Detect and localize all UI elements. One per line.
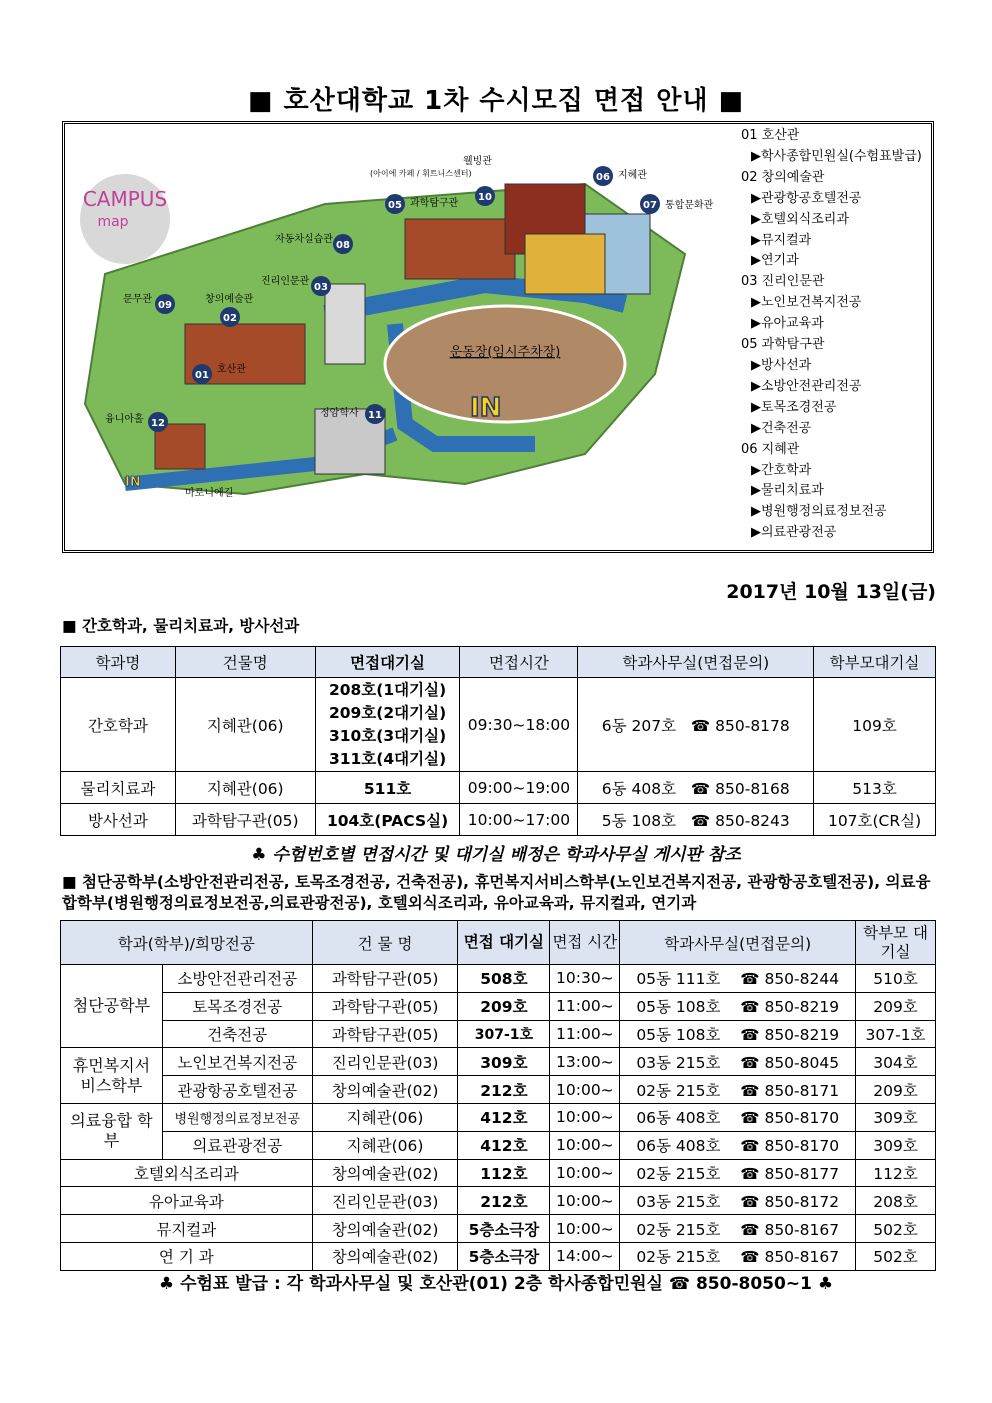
- building-num-12: 12: [151, 418, 165, 429]
- office-room: 03동 215호: [636, 1053, 721, 1072]
- parent-room-cell: 513호: [814, 772, 936, 804]
- major-cell: 유아교육과: [61, 1187, 313, 1215]
- time-cell: 10:30~: [550, 965, 620, 993]
- legend-item: 05 과학탐구관: [741, 337, 825, 353]
- office-phone: ☎ 850-8167: [740, 1220, 840, 1239]
- building-05: [405, 219, 515, 279]
- office-cell: [620, 1131, 856, 1159]
- table-row: [61, 678, 936, 772]
- building-cell: 창의예술관(02): [312, 1159, 458, 1187]
- office-cell: [620, 1103, 856, 1131]
- road-label: 마로니에길: [185, 488, 234, 499]
- group-cell: 첨단공학부: [61, 965, 163, 1048]
- room-cell: [315, 678, 460, 772]
- table-row: [61, 965, 936, 993]
- room-line: 208호(1대기실): [328, 680, 447, 699]
- time-cell: 14:00~: [550, 1242, 620, 1270]
- legend-subitem: ▶호텔외식조리과: [751, 211, 849, 227]
- time-cell: 10:00~17:00: [460, 804, 578, 836]
- major-cell: 뮤지컬과: [61, 1215, 313, 1243]
- office-phone: ☎ 850-8170: [740, 1109, 840, 1128]
- building-label-07: 통합문화관: [665, 200, 714, 211]
- dept-cell: 간호학과: [61, 678, 176, 772]
- building-label-11: 정암학사: [320, 408, 359, 419]
- parent-room-cell: 309호: [856, 1103, 936, 1131]
- building-label-05: 과학탐구관: [410, 198, 459, 209]
- building-cell: 지혜관(06): [175, 772, 315, 804]
- building-label-06: 지혜관: [618, 170, 647, 181]
- major-cell: 관광항공호텔전공: [162, 1076, 312, 1104]
- col-header: 건 물 명: [312, 921, 458, 965]
- table-row: [61, 1187, 936, 1215]
- parent-room-cell: 112호: [856, 1159, 936, 1187]
- building-cell: 지혜관(06): [312, 1103, 458, 1131]
- office-room: 6동 408호: [601, 779, 677, 798]
- entrance-label-2: IN: [125, 475, 141, 490]
- building-label-03: 진리인문관: [261, 276, 310, 287]
- table-row: [61, 1159, 936, 1187]
- dept-cell: 방사선과: [61, 804, 176, 836]
- building-cell: 과학탐구관(05): [175, 804, 315, 836]
- office-room: 06동 408호: [636, 1137, 721, 1156]
- room-cell: 307-1호: [458, 1020, 550, 1048]
- office-phone: ☎ 850-8244: [740, 970, 840, 989]
- entrance-label: IN: [470, 393, 502, 423]
- building-sub-10: (아이에 카페 / 휘트니스센터): [370, 169, 472, 178]
- col-header: 학과(학부)/희망전공: [61, 921, 313, 965]
- col-header: 학부모대기실: [814, 647, 936, 678]
- major-cell: 의료관광전공: [162, 1131, 312, 1159]
- interview-date: 2017년 10월 13일(금): [726, 581, 936, 603]
- legend-subitem: ▶연기과: [751, 253, 799, 269]
- parent-room-cell: 304호: [856, 1048, 936, 1076]
- building-cell: 과학탐구관(05): [312, 1020, 458, 1048]
- legend-subitem: ▶소방안전관리전공: [751, 378, 862, 394]
- playground-label: 운동장(임시주차장): [449, 345, 561, 360]
- office-cell: [620, 1187, 856, 1215]
- building-num-01: 01: [195, 370, 209, 381]
- legend-subitem: ▶토목조경전공: [751, 399, 837, 415]
- office-room: 06동 408호: [636, 1109, 721, 1128]
- building-num-05: 05: [388, 200, 402, 211]
- table-row: [61, 1103, 936, 1131]
- room-cell: 511호: [315, 772, 460, 804]
- building-label-10: 웰빙관: [463, 156, 492, 167]
- office-cell: [620, 1020, 856, 1048]
- major-cell: 건축전공: [162, 1020, 312, 1048]
- building-num-10: 10: [478, 192, 492, 203]
- legend-item: 03 진리인문관: [741, 274, 825, 290]
- office-room: 05동 108호: [636, 998, 721, 1017]
- playground-field: [385, 306, 625, 422]
- legend-subitem: ▶유아교육과: [751, 316, 824, 332]
- table-row: [61, 1076, 936, 1104]
- room-cell: 104호(PACS실): [315, 804, 460, 836]
- legend-subitem: ▶학사종합민원실(수험표발급): [751, 148, 922, 164]
- campus-badge-bottom: map: [97, 214, 129, 230]
- section2-heading: ■ 첨단공학부(소방안전관리전공, 토목조경전공, 건축전공), 휴먼복지서비스학부(노인보건복지전공, 관광항공호텔전공), 의료융합학부(병원행정의료정보전공,의료관광전공), 호텔외식조리과, 유아교육과, 뮤지컬과, 연기과: [62, 873, 931, 912]
- office-room: 5동 108호: [601, 811, 677, 830]
- parent-room-cell: 209호: [856, 1076, 936, 1104]
- building-num-08: 08: [336, 240, 350, 251]
- section1-table: [60, 646, 936, 836]
- office-phone: ☎ 850-8172: [740, 1192, 840, 1211]
- office-cell: [620, 1048, 856, 1076]
- campus-map: [62, 121, 934, 553]
- time-cell: 10:00~: [550, 1076, 620, 1104]
- table-row: [61, 1215, 936, 1243]
- building-cell: 진리인문관(03): [312, 1187, 458, 1215]
- section2-note: ♣ 수험표 발급 : 각 학과사무실 및 호산관(01) 2층 학사종합민원실 ☎ 850-8050~1 ♣: [158, 1274, 834, 1294]
- major-cell: 연 기 과: [61, 1242, 313, 1270]
- col-header: 면접시간: [460, 647, 578, 678]
- time-cell: 09:30~18:00: [460, 678, 578, 772]
- parent-room-cell: 502호: [856, 1215, 936, 1243]
- parent-room-cell: 309호: [856, 1131, 936, 1159]
- legend-subitem: ▶방사선과: [751, 357, 812, 373]
- table-row: [61, 772, 936, 804]
- section2-header-row: [61, 921, 936, 965]
- office-room: 05동 108호: [636, 1025, 721, 1044]
- major-cell: 토목조경전공: [162, 992, 312, 1020]
- legend-subitem: ▶병원행정의료정보전공: [751, 504, 887, 520]
- parent-room-cell: 107호(CR실): [814, 804, 936, 836]
- legend-subitem: ▶건축전공: [751, 420, 812, 436]
- parent-room-cell: 208호: [856, 1187, 936, 1215]
- legend-subitem: ▶간호학과: [751, 462, 812, 478]
- time-cell: 10:00~: [550, 1187, 620, 1215]
- campus-badge-top: CAMPUS: [82, 187, 168, 211]
- col-header: 건물명: [175, 647, 315, 678]
- building-label-02: 창의예술관: [205, 294, 254, 305]
- room-cell: 212호: [458, 1076, 550, 1104]
- major-cell: 노인보건복지전공: [162, 1048, 312, 1076]
- section1-heading: ■ 간호학과, 물리치료과, 방사선과: [62, 617, 300, 635]
- table-row: [61, 1131, 936, 1159]
- section1-note: ♣ 수험번호별 면접시간 및 대기실 배정은 학과사무실 게시판 참조: [251, 845, 741, 865]
- room-cell: 112호: [458, 1159, 550, 1187]
- office-cell: [578, 678, 814, 772]
- legend-subitem: ▶노인보건복지전공: [751, 295, 862, 311]
- legend-item: 02 창의예술관: [741, 169, 825, 185]
- room-cell: 5층소극장: [458, 1242, 550, 1270]
- office-phone: ☎ 850-8170: [740, 1137, 840, 1156]
- room-line: 310호(3대기실): [328, 726, 447, 745]
- office-cell: [620, 1215, 856, 1243]
- dept-cell: 물리치료과: [61, 772, 176, 804]
- office-room: 02동 215호: [636, 1220, 721, 1239]
- legend-subitem: ▶뮤지컬과: [751, 232, 812, 248]
- building-label-09: 문무관: [123, 294, 152, 305]
- legend-subitem: ▶관광항공호텔전공: [751, 190, 862, 206]
- room-cell: 412호: [458, 1103, 550, 1131]
- office-phone: ☎ 850-8178: [690, 716, 790, 735]
- building-num-03: 03: [314, 282, 328, 293]
- room-cell: 309호: [458, 1048, 550, 1076]
- office-room: 02동 215호: [636, 1164, 721, 1183]
- office-cell: [620, 965, 856, 993]
- office-phone: ☎ 850-8171: [740, 1081, 840, 1100]
- parent-room-cell: 502호: [856, 1242, 936, 1270]
- room-cell: 412호: [458, 1131, 550, 1159]
- building-label-08: 자동차실습관: [275, 234, 333, 245]
- office-room: 05동 111호: [636, 970, 721, 989]
- building-label-12: 융니아홀: [105, 414, 144, 425]
- office-phone: ☎ 850-8167: [740, 1248, 840, 1267]
- room-line: 311호(4대기실): [328, 749, 447, 768]
- building-cell: 과학탐구관(05): [312, 965, 458, 993]
- time-cell: 11:00~: [550, 1020, 620, 1048]
- room-line: 209호(2대기실): [328, 703, 447, 722]
- office-phone: ☎ 850-8219: [740, 998, 840, 1017]
- building-cell: 지혜관(06): [175, 678, 315, 772]
- time-cell: 10:00~: [550, 1131, 620, 1159]
- col-header: 학부모 대기실: [856, 921, 936, 965]
- room-cell: 209호: [458, 992, 550, 1020]
- parent-room-cell: 510호: [856, 965, 936, 993]
- parent-room-cell: 209호: [856, 992, 936, 1020]
- office-cell: [620, 1076, 856, 1104]
- table-row: [61, 1242, 936, 1270]
- building-num-07: 07: [643, 200, 657, 211]
- table-row: [61, 1048, 936, 1076]
- building-cell: 창의예술관(02): [312, 1242, 458, 1270]
- col-header: 학과명: [61, 647, 176, 678]
- col-header: 면접 시간: [550, 921, 620, 965]
- col-header: 학과사무실(면접문의): [578, 647, 814, 678]
- table-row: [61, 1020, 936, 1048]
- office-room: 02동 215호: [636, 1081, 721, 1100]
- page-title: ■ 호산대학교 1차 수시모집 면접 안내 ■: [247, 86, 745, 116]
- parent-room-cell: 109호: [814, 678, 936, 772]
- time-cell: 13:00~: [550, 1048, 620, 1076]
- building-cell: 지혜관(06): [312, 1131, 458, 1159]
- time-cell: 11:00~: [550, 992, 620, 1020]
- building-label-01: 호산관: [217, 364, 246, 375]
- major-cell: 병원행정의료정보전공: [162, 1103, 312, 1131]
- office-phone: ☎ 850-8243: [690, 811, 790, 830]
- col-header: 면접 대기실: [458, 921, 550, 965]
- room-cell: 508호: [458, 965, 550, 993]
- building-legend: [741, 126, 934, 544]
- section2-table: [60, 920, 936, 1271]
- legend-subitem: ▶의료관광전공: [751, 525, 837, 541]
- office-cell: [620, 1242, 856, 1270]
- room-cell: 5층소극장: [458, 1215, 550, 1243]
- major-cell: 소방안전관리전공: [162, 965, 312, 993]
- office-room: 02동 215호: [636, 1248, 721, 1267]
- campus-map-illustration: [65, 124, 735, 550]
- group-cell: 휴먼복지서 비스학부: [61, 1048, 163, 1104]
- office-cell: [620, 992, 856, 1020]
- time-cell: 10:00~: [550, 1215, 620, 1243]
- office-phone: ☎ 850-8219: [740, 1025, 840, 1044]
- building-cell: 창의예술관(02): [312, 1076, 458, 1104]
- col-header: 학과사무실(면접문의): [620, 921, 856, 965]
- building-cell: 과학탐구관(05): [312, 992, 458, 1020]
- parent-room-cell: 307-1호: [856, 1020, 936, 1048]
- time-cell: 09:00~19:00: [460, 772, 578, 804]
- office-phone: ☎ 850-8177: [740, 1164, 840, 1183]
- major-cell: 호텔외식조리과: [61, 1159, 313, 1187]
- building-num-11: 11: [368, 410, 382, 421]
- building-num-06: 06: [596, 172, 610, 183]
- building-03: [325, 284, 365, 364]
- office-cell: [578, 772, 814, 804]
- building-cell: 진리인문관(03): [312, 1048, 458, 1076]
- office-cell: [578, 804, 814, 836]
- building-num-09: 09: [158, 300, 172, 311]
- col-header: 면접대기실: [315, 647, 460, 678]
- office-cell: [620, 1159, 856, 1187]
- building-num-02: 02: [223, 313, 237, 324]
- time-cell: 10:00~: [550, 1159, 620, 1187]
- legend-subitem: ▶물리치료과: [751, 483, 824, 499]
- office-phone: ☎ 850-8168: [690, 779, 790, 798]
- legend-item: 06 지혜관: [741, 441, 800, 457]
- table-row: [61, 804, 936, 836]
- group-cell: 의료융합 학부: [61, 1103, 163, 1159]
- legend-item: 01 호산관: [741, 128, 800, 143]
- building-cell: 창의예술관(02): [312, 1215, 458, 1243]
- section1-header-row: [61, 647, 936, 678]
- room-cell: 212호: [458, 1187, 550, 1215]
- office-phone: ☎ 850-8045: [740, 1053, 840, 1072]
- time-cell: 10:00~: [550, 1103, 620, 1131]
- office-room: 03동 215호: [636, 1192, 721, 1211]
- office-room: 6동 207호: [601, 716, 677, 735]
- building-06: [525, 234, 605, 294]
- table-row: [61, 992, 936, 1020]
